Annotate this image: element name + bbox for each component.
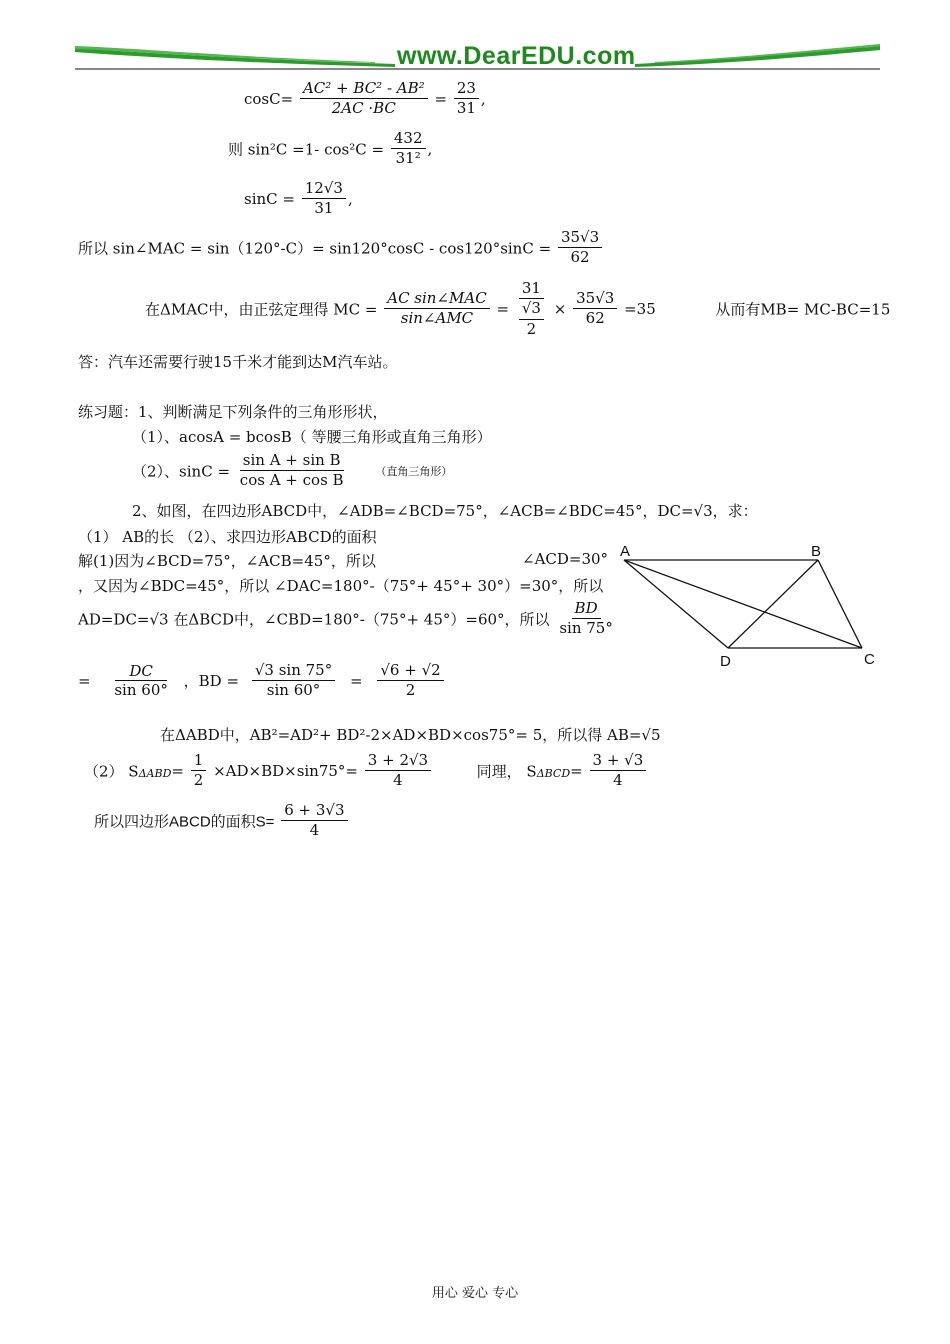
law-conclusion: 从而有MB= MC-BC=15 (715, 300, 891, 319)
solution-6-half-den: 2 (193, 771, 204, 790)
solution-4-den: sin 60° (114, 680, 168, 699)
solution-6-same: 同理， S (476, 762, 537, 781)
law-num: AC sin∠MAC (384, 290, 489, 309)
solution-4-f2-num: √3 sin 75° (252, 662, 335, 681)
solution-line-5: 在ΔABD中，AB²=AD²+ BD²-2×AD×BD×cos75°= 5，所以得 AB=√5 (160, 726, 661, 744)
solution-4-third-fraction (377, 662, 443, 700)
cosc-label: cosC= (244, 89, 294, 108)
solution-line-3-fraction (556, 600, 616, 638)
edge-da (624, 560, 728, 648)
law-prefix: 在ΔMAC中，由正弦定理得 MC = (145, 300, 378, 319)
solution-7-fraction (281, 802, 347, 840)
law-second-fraction (573, 290, 617, 328)
sinc-fraction (302, 180, 346, 218)
site-logo-text: www.DearEDU.com (397, 42, 636, 70)
solution-6-sub: ΔABD (138, 766, 172, 780)
vertex-label-b: B (811, 543, 822, 560)
solution-3-num: BD (572, 600, 601, 619)
law-eq-den-top: √3 (519, 300, 544, 319)
solution-6-mid: ×AD×BD×sin75°= (213, 761, 359, 780)
solution-6-prefix: （2） S (84, 762, 139, 781)
solution-6-num2: 3 + √3 (590, 752, 647, 771)
solution-line-1: 解(1)因为∠BCD=75°，∠ACB=45°，所以 (78, 552, 376, 570)
solution-6-num: 3 + 2√3 (365, 752, 431, 771)
law-eq-den-bot: 2 (526, 319, 537, 338)
law-f2-num: 35√3 (573, 290, 617, 309)
cosc-numerator: AC² + BC² - AB² (300, 80, 428, 99)
solution-4-f3-num: √6 + √2 (377, 662, 443, 681)
solution-6-eq2: = (570, 761, 583, 780)
exercise-2 (132, 452, 452, 490)
solution-4-second-fraction (252, 662, 335, 700)
cosc-fraction (300, 80, 428, 118)
solution-6-fraction (365, 752, 431, 790)
solution-4-f2-den: sin 60° (266, 681, 321, 700)
solution-line-6 (84, 752, 648, 790)
solution-6-half (191, 752, 207, 790)
law-of-sines-formula: 在ΔMAC中，由正弦定理得 MC = $\frac{\text{AC sin∠MAC}}{\text{sin∠AMC}}$ = $\frac{31}{\frac{√3}{2}}$ × $\frac{35√3}{62}$ =35 从而有MB= MC-BC=15 (145, 279, 891, 338)
vertex-label-c: C (864, 651, 875, 668)
solution-4-fraction (111, 663, 171, 700)
law-eq-den (516, 299, 547, 338)
cosc-value-num: 23 (454, 80, 479, 99)
sinc-label: sinC = (244, 189, 295, 208)
exercise-2-note: （直角三角形） (375, 464, 453, 478)
law-eq-fraction (516, 280, 547, 338)
solution-line-2: ，又因为∠BDC=45°，所以 ∠DAC=180°-（75°+ 45°+ 30°）=30°，所以 (78, 577, 604, 595)
law-fraction (384, 290, 489, 328)
law-eq-num: 31 (519, 280, 544, 299)
solution-line-3 (78, 600, 618, 638)
cosc-denominator: 2AC ·BC (331, 99, 396, 118)
law-result: =35 (624, 299, 656, 318)
exercise-2-fraction (237, 452, 347, 490)
sin-squared-formula: 则 sin²C =1- cos²C = $\frac{432}{\text{31²}}$ , (228, 129, 433, 168)
law-f2-den: 62 (585, 309, 605, 328)
solution-3-den: sin 75° (559, 619, 613, 638)
exercise-3-parts: （1） AB的长 （2）、求四边形ABCD的面积 (78, 528, 377, 546)
sin-squared-prefix: 则 sin²C =1- cos²C = (228, 140, 385, 159)
solution-line-4: = $\frac{DC}{\sin 60^\circ}$ ，BD = $\frac{√3 \sin 75^\circ}{\sin 60^\circ}$ = $\frac{√6 + √2}{2}$ (78, 662, 446, 700)
page-header (75, 40, 880, 72)
answer-line: 答：汽车还需要行驶15千米才能到达M汽车站。 (78, 353, 398, 371)
solution-6-sub2: ΔBCD (536, 766, 571, 780)
solution-6-fraction-2 (590, 752, 647, 790)
sin-mac-num: 35√3 (558, 229, 602, 248)
solution-line-3-text: AD=DC=√3 在ΔBCD中，∠CBD=180°-（75°+ 45°）=60°，所以 (78, 610, 550, 629)
exercise-2-den: cos A + cos B (239, 471, 344, 490)
solution-line-7 (94, 802, 350, 840)
solution-4-mid: ，BD = (183, 672, 240, 691)
sinc-formula: sinC = $\frac{12√3}{31}$ , (244, 179, 353, 218)
sin-mac-formula (78, 229, 604, 267)
sin-squared-num: 432 (391, 130, 426, 149)
solution-7-den: 4 (309, 821, 320, 840)
solution-6-den: 4 (393, 771, 403, 790)
vertex-label-d: D (720, 653, 731, 670)
law-den: sin∠AMC (400, 309, 474, 328)
exercise-2-prefix: （2）、sinC = (132, 462, 231, 481)
solution-line-1-right: ∠ACD=30° (522, 550, 609, 568)
solution-6-half-num: 1 (191, 752, 207, 771)
sin-squared-fraction (391, 130, 426, 168)
sin-squared-den: 31² (395, 149, 421, 168)
solution-4-num: DC (115, 663, 167, 681)
solution-4-f3-den: 2 (405, 681, 416, 700)
sin-mac-den: 62 (570, 248, 590, 267)
solution-6-eq: = (171, 761, 184, 780)
cosc-formula: cosC= $\frac{\text{AC² + BC² - AB²}}{2AC \cdot BC}$ = $\frac{23}{31}$ , (244, 79, 486, 118)
solution-7-num: 6 + 3√3 (281, 802, 347, 821)
sinc-den: 31 (314, 199, 334, 218)
exercise-1: （1）、acosA = bcosB（ 等腰三角形或直角三角形） (132, 428, 492, 446)
diagonal-ac (624, 560, 862, 648)
sinc-num: 12√3 (302, 180, 346, 199)
vertex-label-a: A (620, 543, 631, 560)
solution-6-den2: 4 (613, 771, 623, 790)
sin-mac-fraction (558, 229, 602, 267)
sin-mac-text: 所以 sin∠MAC = sin（120°-C）= sin120°cosC - cos120°sinC = (78, 239, 552, 258)
cosc-value-fraction (454, 80, 479, 118)
exercise-2-num: sin A + sin B (240, 452, 344, 471)
law-times: × (553, 299, 567, 318)
solution-7-prefix: 所以四边形ABCD的面积S= (94, 813, 275, 831)
page-footer: 用心 爱心 专心 (431, 1286, 519, 1301)
cosc-value-den: 31 (456, 99, 476, 118)
exercise-3: 2、如图，在四边形ABCD中，∠ADB=∠BCD=75°，∠ACB=∠BDC=45°，DC=√3，求： (132, 502, 758, 520)
quadrilateral-abcd-figure (610, 540, 885, 675)
exercise-title: 练习题：1、判断满足下列条件的三角形形状， (78, 403, 388, 421)
solution-4-eq: = (78, 671, 91, 690)
